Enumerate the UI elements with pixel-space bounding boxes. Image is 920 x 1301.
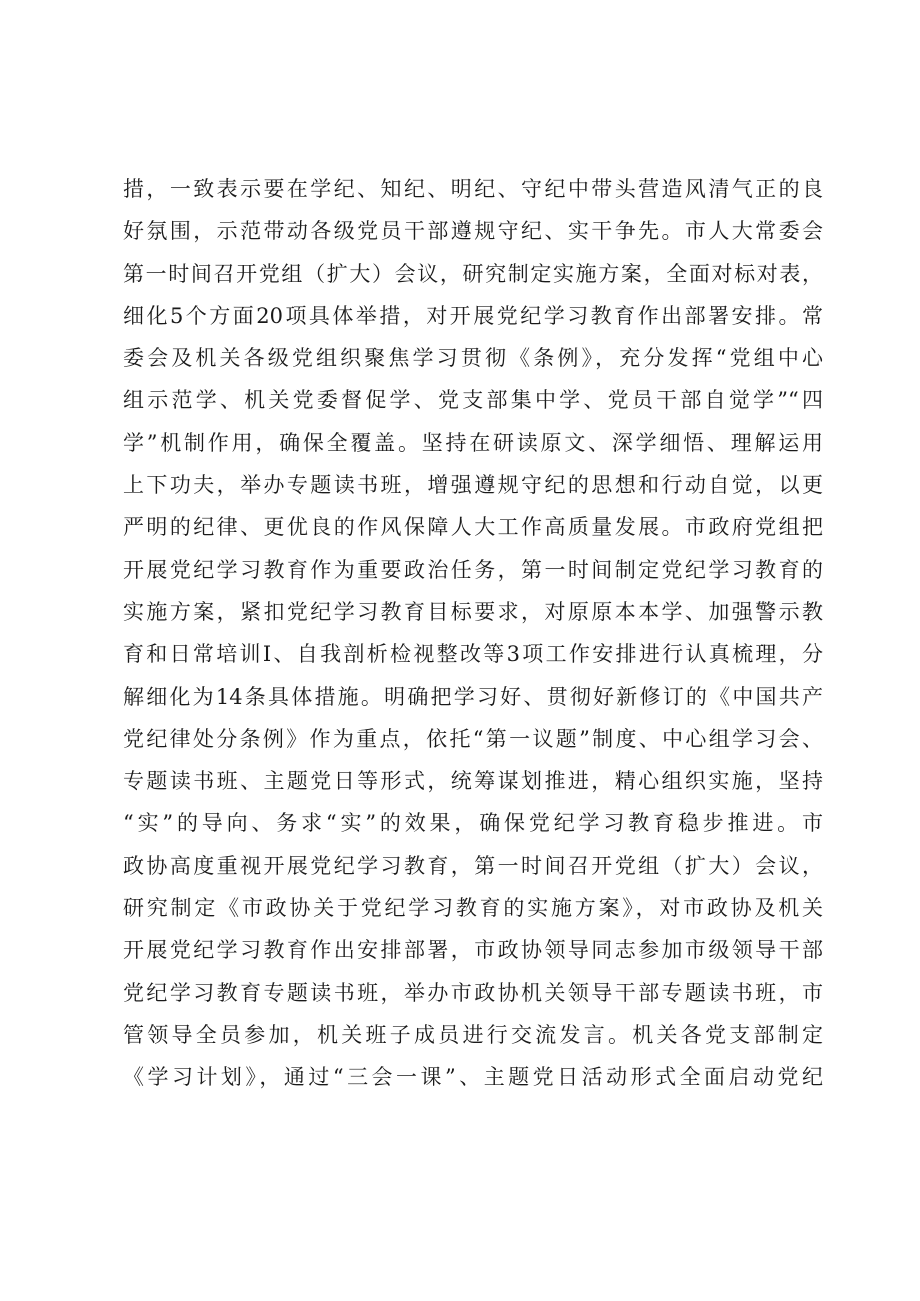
text-line: 党纪学习教育专题读书班，举办市政协机关领导干部专题读书班，市 — [123, 980, 823, 1005]
text-line: 《学习计划》，通过“三会一课”、主题党日活动形式全面启动党纪 — [123, 1065, 823, 1090]
text-line: 开展党纪学习教育作为重要政治任务，第一时间制定党纪学习教育的 — [123, 557, 823, 582]
text-line: 实施方案，紧扣党纪学习教育目标要求，对原原本本学、加强警示教 — [123, 599, 823, 624]
text-line: 好氛围，示范带动各级党员干部遵规守纪、实干争先。市人大常委会 — [123, 219, 823, 244]
text-line: “实”的导向、务求“实”的效果，确保党纪学习教育稳步推进。市 — [123, 811, 823, 836]
text-line: 委会及机关各级党组织聚焦学习贯彻《条例》，充分发挥“党组中心 — [123, 346, 823, 371]
text-line: 开展党纪学习教育作出安排部署，市政协领导同志参加市级领导干部 — [123, 938, 823, 963]
body-paragraph — [123, 168, 823, 1099]
text-line: 解细化为14条具体措施。明确把学习好、贯彻好新修订的《中国共产 — [123, 684, 823, 709]
text-line: 第一时间召开党组（扩大）会议，研究制定实施方案，全面对标对表， — [123, 261, 823, 286]
text-line: 专题读书班、主题党日等形式，统筹谋划推进，精心组织实施，坚持 — [123, 769, 823, 794]
text-line: 研究制定《市政协关于党纪学习教育的实施方案》，对市政协及机关 — [123, 896, 823, 921]
text-line: 政协高度重视开展党纪学习教育，第一时间召开党组（扩大）会议， — [123, 853, 823, 878]
text-line: 细化5个方面20项具体举措，对开展党纪学习教育作出部署安排。常 — [123, 303, 823, 328]
text-line: 上下功夫，举办专题读书班，增强遵规守纪的思想和行动自觉，以更 — [123, 473, 823, 498]
text-line: 学”机制作用，确保全覆盖。坚持在研读原文、深学细悟、理解运用 — [123, 430, 823, 455]
text-line: 管领导全员参加，机关班子成员进行交流发言。机关各党支部制定 — [123, 1022, 823, 1047]
text-line: 措，一致表示要在学纪、知纪、明纪、守纪中带头营造风清气正的良 — [123, 177, 823, 201]
text-line: 严明的纪律、更优良的作风保障人大工作高质量发展。市政府党组把 — [123, 515, 823, 540]
text-line: 育和日常培训I、自我剖析检视整改等3项工作安排进行认真梳理，分 — [123, 642, 823, 667]
text-line: 党纪律处分条例》作为重点，依托“第一议题”制度、中心组学习会、 — [123, 726, 823, 751]
text-line: 组示范学、机关党委督促学、党支部集中学、党员干部自觉学”“四 — [123, 388, 823, 413]
